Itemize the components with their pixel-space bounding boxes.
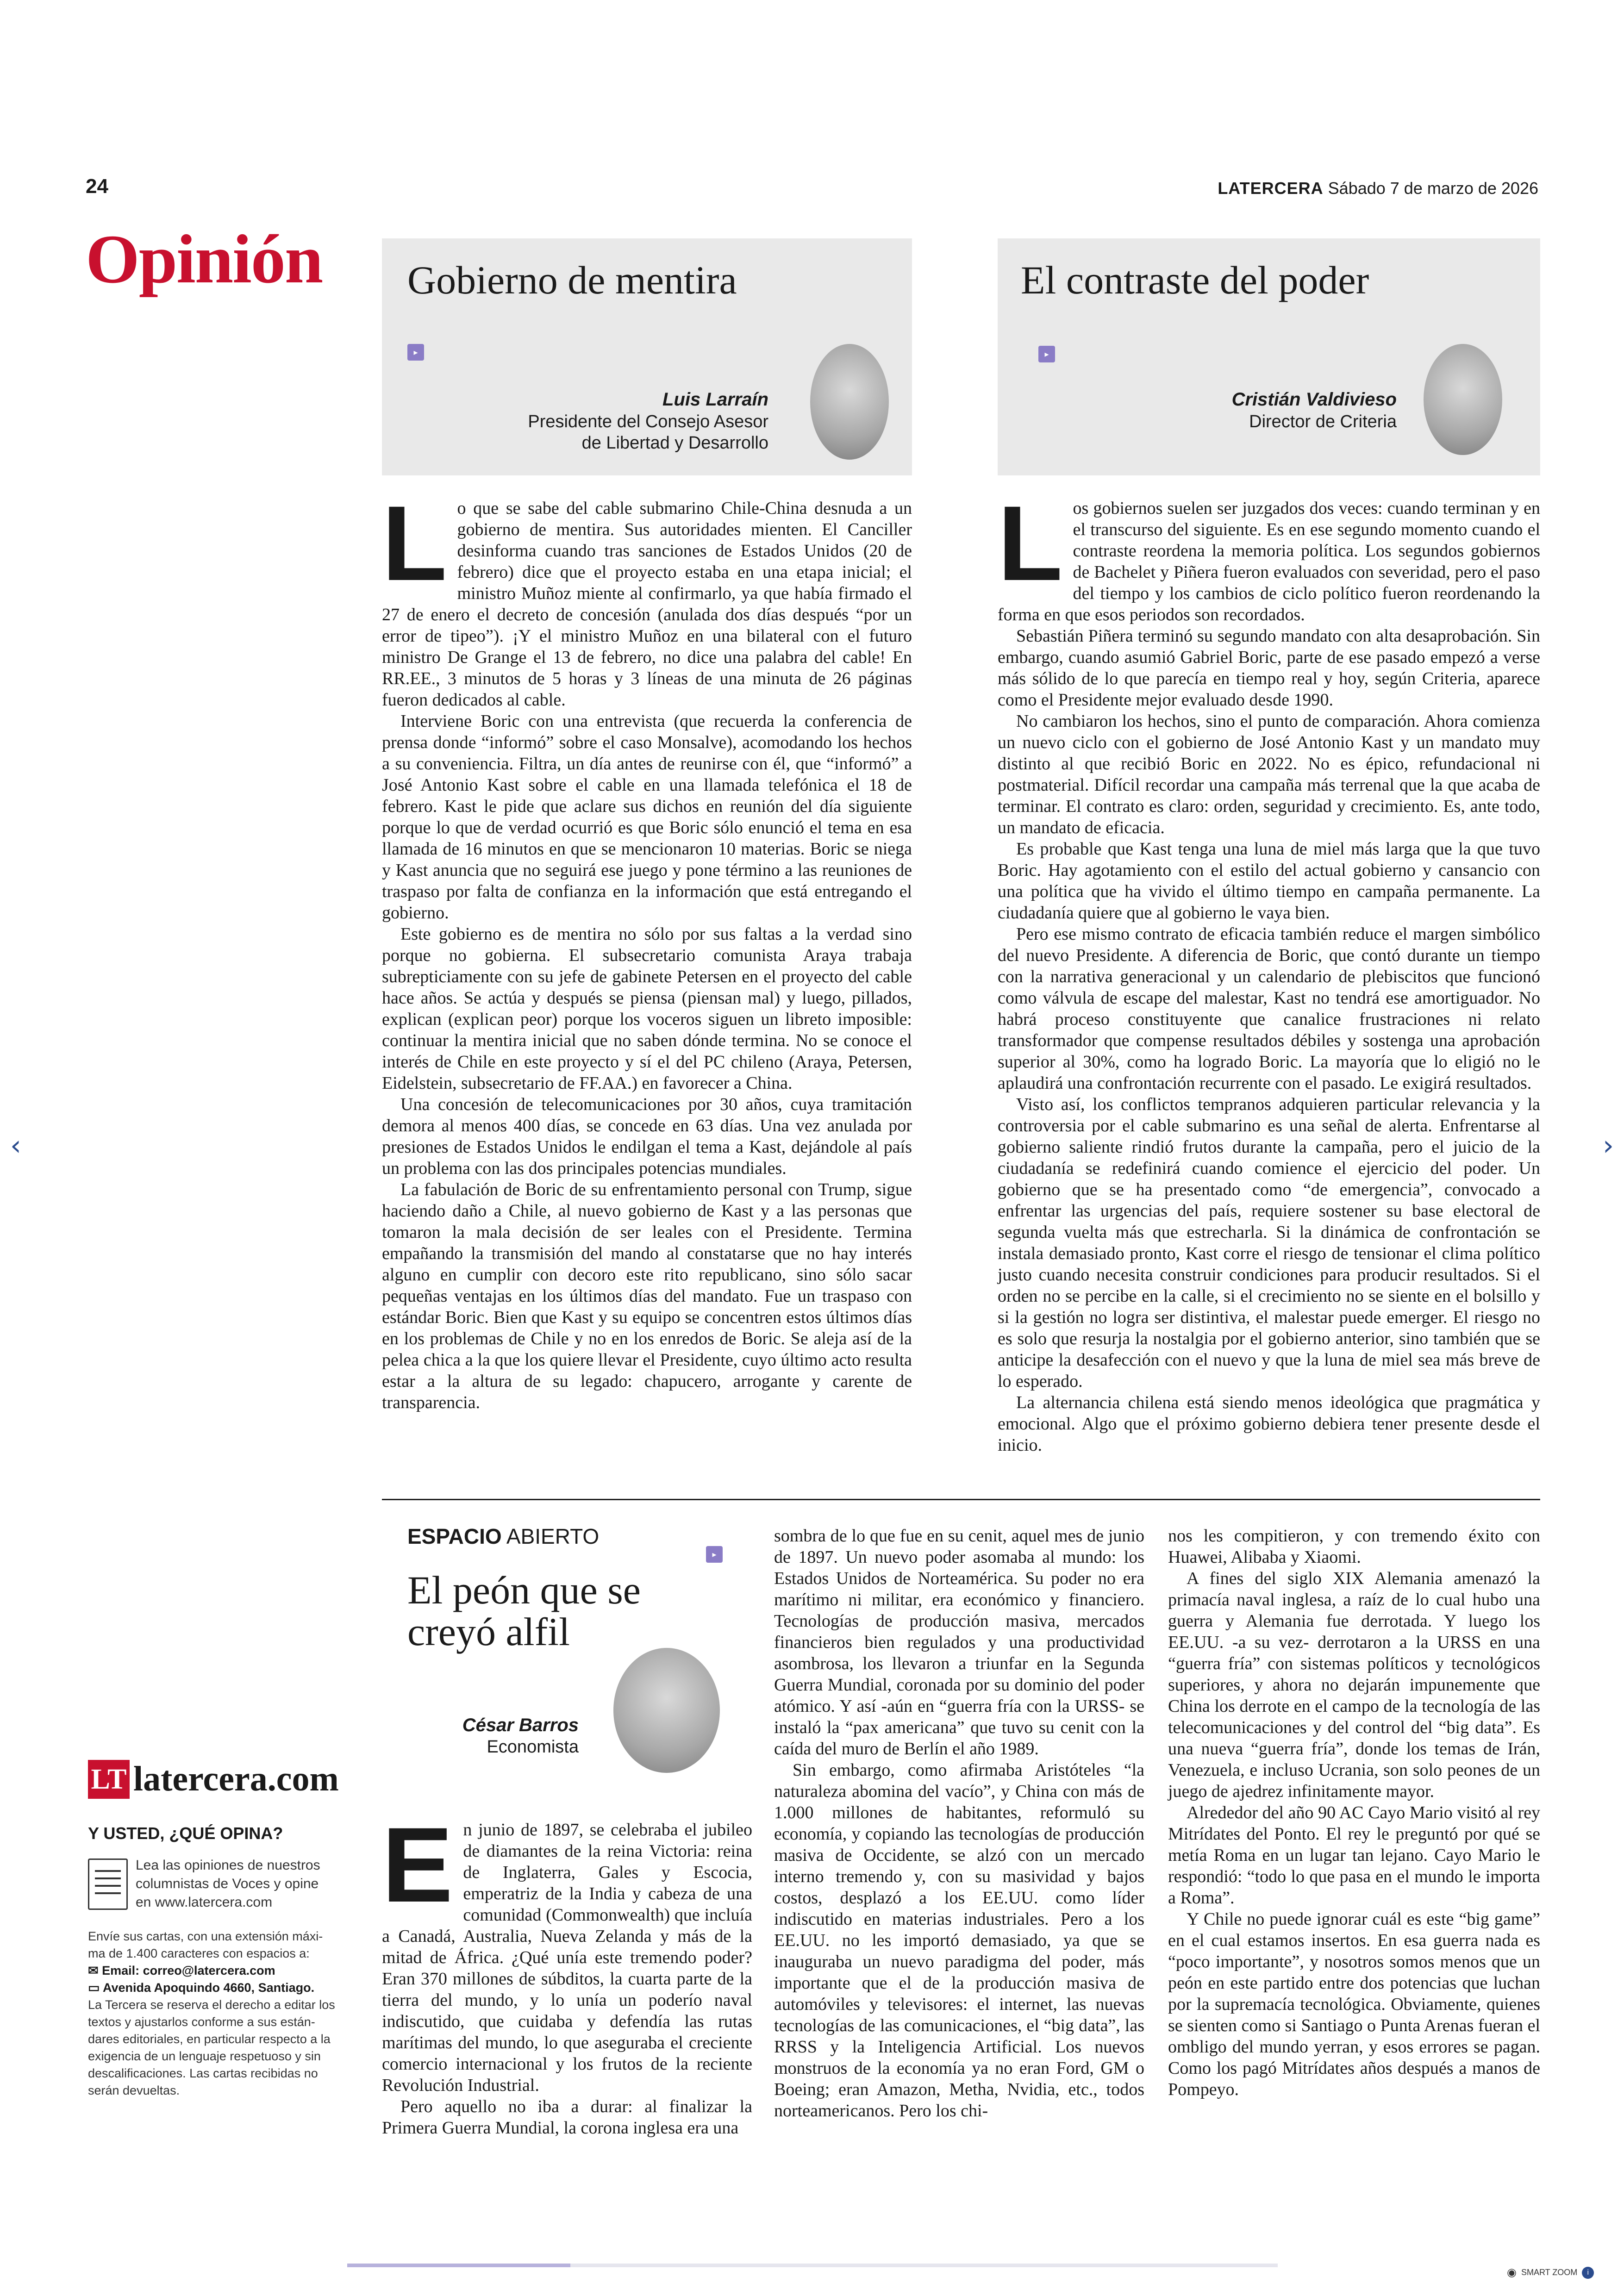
audio-badge-icon[interactable]: ▸ (407, 344, 424, 361)
note-line: dares editoriales, en particular respecto a la (88, 2032, 331, 2046)
author-portrait (810, 344, 889, 460)
author-portrait (613, 1648, 720, 1773)
dropcap: L (382, 484, 447, 603)
instructions-line: ma de 1.400 caracteres con espacios a: (88, 1946, 310, 1960)
intro-line: columnistas de Voces y opine (136, 1876, 319, 1891)
title-line1: El peón que se (407, 1568, 641, 1612)
page-progress-bar[interactable] (347, 2264, 1278, 2267)
logo-mark: LT (88, 1760, 130, 1799)
espacio-abierto-title (407, 1569, 641, 1653)
sidebar-instructions (88, 1928, 366, 2099)
espacio-abierto-label (407, 1524, 599, 1549)
paragraph: Una concesión de telecomunicaciones por 30 años, cuya tramitación demora al menos 400 días, se concede en 63 días. Una vez anulada por presiones de Estados Unidos le endilgan el tema a Kast, dejándole al país un problema con las dos principales potencias mundiales. (382, 1095, 912, 1178)
column1-title: Gobierno de mentira (407, 258, 737, 302)
column1-role-line1: Presidente del Consejo Asesor (528, 412, 768, 431)
note-line: descalificaciones. Las cartas recibidas no (88, 2066, 318, 2080)
eye-icon: ◉ (1507, 2266, 1517, 2279)
section-divider (382, 1499, 1540, 1500)
page-number: 24 (86, 175, 108, 198)
email-text: Email: correo@latercera.com (102, 1964, 275, 1977)
paragraph-text: n junio de 1897, se celebraba el jubileo de diamantes de la reina Victoria: reina de Inglaterra, Gales y Escocia, emperatriz de la India y cabeza de una comunidad (Commonwealth) que incluía a Canadá, Australia, Nueva Zelanda y más de la mitad de África. ¿Qué unía este tremendo poder? Eran 370 millones de súbditos, la cuarta parte de la tierra del mundo, y lo unía un poderío naval indiscutido, que cuidaba y defendía las rutas marítimas del mundo, lo que aseguraba el creciente comercio internacional y los frutos de la reciente Revolución Industrial. (382, 1820, 752, 2095)
paragraph: Sin embargo, como afirmaba Aristóteles “la naturaleza abomina del vacío”, y China con más de 1.000 millones de habitantes, reformuló su economía, y copiando las tecnologías de producción masiva de Occidente, se alzó con un mercado interno tremendo y, con su masividad y bajos costos, desplazó a los EE.UU. como líder indiscutido en materias industriales. Pero a los EE.UU. no les importó demasiado, ya que se inauguraba un nuevo paradigma del poder, más importante que el de la producción masiva de automóviles y televisores: el internet, las nuevas tecnologías de las comunicaciones, el “big data”, las RRSS y la Inteligencia Artificial. Los nuevos monstruos de la economía ya no eran Ford, GM o Boeing; eran Amazon, Metha, Nvidia, etc., todos norteamericanos. Pero los chi- (774, 1760, 1144, 2120)
address-text: Avenida Apoquindo 4660, Santiago. (103, 1981, 315, 1995)
paragraph: La fabulación de Boric de su enfrentamiento personal con Trump, sigue haciendo daño a Chile, al nuevo gobierno de Kast y a las personas que tomaron la mala decisión de ser leales con el Presidente. Termina empañando la transmisión del mando al constatarse que no hay interés alguno en cumplir con decoro este rito republicano, sino sólo sacar pequeñas ventajas en los últimos días del mandato. Fue un traspaso con estándar Boric. Bien que Kast y su equipo se concentren estos últimos días en los problemas de Chile y no en los enredos de Boric. Se aleja así de la pelea chica a la que los quiere llevar el Presidente, cuyo último acto resulta estar a la altura de su legado: chapucero, arrogante y carente de transparencia. (382, 1180, 912, 1412)
address-line (88, 1979, 366, 1996)
column1-role (528, 412, 768, 454)
note-line: serán devueltas. (88, 2083, 180, 2097)
column2-body (998, 484, 1540, 1456)
sidebar-heading: Y USTED, ¿QUÉ OPINA? (88, 1824, 283, 1843)
latercera-logo[interactable] (88, 1759, 339, 1799)
dropcap: E (382, 1805, 453, 1924)
title-line2: creyó alfil (407, 1609, 570, 1654)
info-icon: i (1582, 2267, 1594, 2279)
paragraph-text: o que se sabe del cable submarino Chile-China desnuda a un gobierno de mentira. Sus autoridades mienten. El Canciller desinforma cuando tras sanciones de Estados Unidos (20 de febrero) dice que el proyecto estaba en una etapa inicial; el ministro Muñoz miente al confirmarlo, ya que había firmado el 27 de enero el decreto de concesión (anulada dos días después “por un error de tipeo”). ¡Y el ministro Muñoz en una bilateral con el futuro ministro De Grange el 13 de febrero, no dice una palabra del cable! En RR.EE., 3 minutos de 5 horas y 3 líneas de una minuta de 26 páginas fueron dedicados al cable. (382, 499, 912, 710)
paragraph: Sebastián Piñera terminó su segundo mandato con alta desaprobación. Sin embargo, cuando asumió Gabriel Boric, parte de ese pasado empezó a verse más sólido de lo que parecía en tiempo real y hoy, según Criteria, aparece como el Presidente mejor evaluado desde 1990. (998, 626, 1540, 710)
paragraph: Alrededor del año 90 AC Cayo Mario visitó al rey Mitrídates del Ponto. El rey le preguntó por qué se metía Roma en un lugar tan lejano. Cayo Mario le respondió: “todo lo que pasa en el mundo le importa a Roma”. (1168, 1803, 1540, 1908)
note-line: exigencia de un lenguaje respetuoso y sin (88, 2049, 321, 2063)
paragraph: Y Chile no puede ignorar cuál es este “big game” en el cual estamos insertos. En esa guerra nada es “poco importante”, y nosotros somos menos que un peón en este partido entre dos potencias que luchan por la supremacía tecnológica. Obviamente, quienes se sienten como si Santiago o Punta Arenas fueran el ombligo del mundo yerran, y esos errores se pagan. Como los pagó Mitrídates años después a manos de Pompeyo. (1168, 1909, 1540, 2099)
page-progress-fill (347, 2264, 570, 2267)
document-icon (88, 1858, 128, 1910)
espacio-col-b (774, 1525, 1144, 2121)
label-rest: ABIERTO (506, 1524, 600, 1548)
note-line: La Tercera se reserva el derecho a editar los (88, 1998, 335, 2012)
mail-icon: ✉ (88, 1964, 99, 1977)
paragraph (382, 484, 912, 711)
email-line[interactable] (88, 1962, 366, 1979)
audio-badge-icon[interactable]: ▸ (1038, 346, 1055, 362)
sidebar-intro (136, 1856, 358, 1912)
smart-zoom-control[interactable] (1507, 2266, 1594, 2279)
smart-zoom-label: SMART ZOOM (1521, 2268, 1578, 2277)
prev-page-button[interactable]: ‹ (10, 1129, 21, 1162)
paragraph: nos les compitieron, y con tremendo éxito con Huawei, Alibaba y Xiaomi. (1168, 1526, 1540, 1567)
paragraph (998, 484, 1540, 625)
column2-role: Director de Criteria (1249, 412, 1397, 431)
paragraph: Visto así, los conflictos tempranos adquieren particular relevancia y la controversia por el cable submarino es una señal de alerta. Enfrentarse al gobierno saliente rindió frutos durante la campaña, pero el juicio de la ciudadanía se redefinirá cuando comience el ejercicio del poder. Un gobierno que se ha presentado como “de emergencia”, convocado a enfrentar las urgencias del país, requiere sostener su base electoral de segunda vuelta más que estrecharla. Si la dinámica de confrontación se instala demasiado pronto, Kast corre el riesgo de tensionar el clima político justo cuando necesita construir condiciones para producir resultados. Si el orden no se percibe en la calle, si el crecimiento no se siente en el bolsillo y si la gestión no logra ser distintiva, el malestar puede emerger. El riesgo no es solo que resurja la nostalgia por el gobierno anterior, sino también que se anticipe la desafección con el nuevo y que la luna de miel sea más breve de lo esperado. (998, 1095, 1540, 1391)
column1-role-line2: de Libertad y Desarrollo (581, 433, 768, 453)
paragraph: Es probable que Kast tenga una luna de miel más larga que la que tuvo Boric. Hay agotamiento con el estilo del actual gobierno y cansancio con una política que ha vivido el último tiempo en campaña permanente. La ciudadanía quiere que al gobierno le vaya bien. (998, 839, 1540, 923)
espacio-abierto-role: Economista (487, 1737, 579, 1757)
label-bold: ESPACIO (407, 1524, 502, 1548)
espacio-col-a (382, 1805, 752, 2139)
column2-title: El contraste del poder (1021, 258, 1369, 302)
next-page-button[interactable]: › (1603, 1129, 1614, 1162)
column1-author: Luis Larraín (662, 389, 768, 410)
intro-line[interactable]: en www.latercera.com (136, 1895, 273, 1910)
column2-author: Cristián Valdivieso (1231, 389, 1397, 410)
logo-text: latercera.com (133, 1759, 339, 1798)
note-line: textos y ajustarlos conforme a sus están- (88, 2015, 315, 2029)
paragraph: A fines del siglo XIX Alemania amenazó la primacía naval inglesa, a raíz de lo cual hubo una guerra y Alemania fue derrotada. Y luego los EE.UU. -a su vez- derrotaron a la URSS en una “guerra fría” con sistemas políticos y tecnológicos superiores, y ahora no dejarán impunemente que China los derrote en el campo de la tecnología de las telecomunicaciones y del control del “big data”. Es una nueva “guerra fría”, donde los temas de Irán, Venezuela, e incluso Ucrania, son solo peones de un juego de ajedrez infinitamente mayor. (1168, 1569, 1540, 1801)
masthead-date: Sábado 7 de marzo de 2026 (1328, 179, 1538, 198)
section-title: Opinión (86, 221, 323, 298)
column2-header (998, 238, 1540, 475)
paragraph: Interviene Boric con una entrevista (que recuerda la conferencia de prensa donde “informó” sobre el caso Monsalve), acomodando los hechos a su conveniencia. Filtra, un día antes de reunirse con él, que “informó” a José Antonio Kast sobre el cable en una llamada telefónica el 18 de febrero. Kast le pide que aclare sus dichos en reunión del día siguiente porque lo que de verdad ocurrió es que Boric sólo enunció el tema en esa llamada de 16 minutos en que se mencionaron 10 materias. Boric se niega y Kast anuncia que no seguirá ese juego y pone término a las reuniones de traspaso por falta de confianza en la información que está entregando el gobierno. (382, 711, 912, 923)
audio-badge-icon[interactable]: ▸ (706, 1546, 723, 1563)
instructions-line: Envíe sus cartas, con una extensión máxi- (88, 1929, 323, 1943)
author-portrait (1424, 344, 1502, 455)
paragraph (382, 1805, 752, 2096)
dropcap: L (998, 484, 1063, 603)
column1-body (382, 484, 912, 1413)
paragraph-text: os gobiernos suelen ser juzgados dos veces: cuando terminan y en el transcurso del siguiente. Es en ese segundo momento cuando el contraste reordena la memoria política. Los segundos gobiernos de Bachelet y Piñera fueron evaluados con severidad, pero el paso del tiempo y los cambios de ciclo político fueron reordenando la forma en que esos periodos son recordados. (998, 499, 1540, 624)
paragraph: No cambiaron los hechos, sino el punto de comparación. Ahora comienza un nuevo ciclo con el gobierno de José Antonio Kast y un mandato muy distinto al que recibió Boric en 2022. No es épico, refundacional ni postmaterial. Difícil recordar una campaña más terrenal que la que acaba de terminar. El contrato es claro: orden, seguridad y crecimiento. Es, ante todo, un mandato de eficacia. (998, 711, 1540, 837)
paragraph: La alternancia chilena está siendo menos ideológica que pragmática y emocional. Algo que el próximo gobierno debiera tener presente desde el inicio. (998, 1393, 1540, 1455)
paragraph: Pero ese mismo contrato de eficacia también reduce el margen simbólico del nuevo Presidente. A diferencia de Boric, que contó durante un tiempo con la narrativa generacional y un calendario de plebiscitos que funcionó como válvula de escape del malestar, Kast no tendrá ese amortiguador. No habrá proceso constituyente que canalice frustraciones ni relato transformador que compense resultados débiles y sostenga una aprobación superior al 30%, como ha logrado Boric. La mayoría que lo eligió no le aplaudirá una confrontación recurrente con el pasado. Le exigirá resultados. (998, 924, 1540, 1093)
column1-header (382, 238, 912, 475)
intro-line: Lea las opiniones de nuestros (136, 1858, 320, 1873)
paragraph: sombra de lo que fue en su cenit, aquel mes de junio de 1897. Un nuevo poder asomaba al mundo: los Estados Unidos de Norteamérica. Su poder no era marítimo ni militar, era económico y financiero. Tecnologías de producción masiva, mercados financieros bien regulados y una productividad asombrosa, los llevaron a triunfar en la Segunda Guerra Mundial, coronada por su dominio del poder atómico. Y así -aún en “guerra fría con la URSS- se instaló la “pax americana” que tuvo su cenit con la caída del muro de Berlín el año 1989. (774, 1526, 1144, 1759)
espacio-col-c (1168, 1525, 1540, 2100)
paragraph: Este gobierno es de mentira no sólo por sus faltas a la verdad sino porque no gobierna. El subsecretario comunista Araya trabaja subrepticiamente con su jefe de gabinete Petersen en el proyecto del cable hace años. Se actúa y después se piensa (piensan mal) y luego, pillados, explican (explican peor) porque los voceros siguen un libreto imposible: continuar la mentira inicial que no saben dónde termina. No se conoce el interés de Chile en este proyecto y sí el del PC chileno (Araya, Petersen, Eidelstein, subsecretario de FF.AA.) en favorecer a China. (382, 924, 912, 1093)
espacio-abierto-author: César Barros (462, 1715, 579, 1735)
mailbox-icon: ▭ (88, 1981, 100, 1995)
masthead-brand: LATERCERA (1218, 179, 1324, 198)
paragraph: Pero aquello no iba a durar: al finalizar la Primera Guerra Mundial, la corona inglesa era una (382, 2097, 752, 2138)
masthead (1218, 179, 1538, 198)
